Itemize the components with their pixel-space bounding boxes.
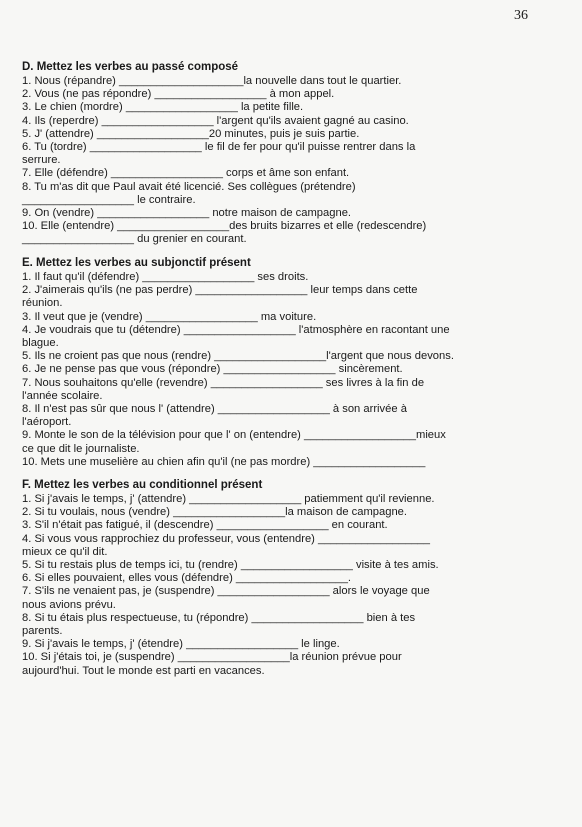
exercise-line: 9. Monte le son de la télévision pour que l' on (entendre) __________________mieux [22, 429, 446, 442]
exercise-line: aujourd'hui. Tout le monde est parti en vacances. [22, 664, 265, 677]
exercise-line: 8. Tu m'as dit que Paul avait été licencié. Ses collègues (prétendre) [22, 180, 356, 193]
exercise-line: l'aéroport. [22, 416, 72, 429]
exercise-line: 2. Vous (ne pas répondre) __________________ à mon appel. [22, 88, 335, 101]
exercise-section-e [22, 257, 500, 469]
exercise-line: 2. Si tu voulais, nous (vendre) __________________la maison de campagne. [22, 506, 407, 519]
section-title: D. Mettez les verbes au passé composé [22, 61, 239, 73]
exercise-line: 7. Nous souhaitons qu'elle (revendre) __________________ ses livres à la fin de [22, 376, 425, 389]
exercise-line: 1. Nous (répandre) ____________________la nouvelle dans tout le quartier. [22, 75, 402, 87]
exercise-line: mieux ce qu'il dit. [22, 545, 108, 558]
exercise-line: 8. Il n'est pas sûr que nous l' (attendre) __________________ à son arrivée à [22, 403, 407, 416]
section-title: E. Mettez les verbes au subjonctif présent [22, 257, 251, 269]
exercise-line: l'année scolaire. [22, 389, 103, 402]
exercise-line: 6. Je ne pense pas que vous (répondre) __________________ sincèrement. [22, 363, 403, 376]
exercise-line: serrure. [22, 154, 61, 167]
exercise-line: 3. Il veut que je (vendre) __________________ ma voiture. [22, 310, 317, 323]
exercise-line: parents. [22, 625, 63, 638]
section-title: F. Mettez les verbes au conditionnel présent [22, 479, 263, 491]
exercise-line: 7. S'ils ne venaient pas, je (suspendre) __________________ alors le voyage que [22, 585, 430, 598]
exercise-line: 2. J'aimerais qu'ils (ne pas perdre) __________________ leur temps dans cette [22, 284, 418, 297]
exercise-line: 3. S'il n'était pas fatigué, il (descendre) __________________ en courant. [22, 519, 388, 532]
exercise-line: 10. Si j'étais toi, je (suspendre) __________________la réunion prévue pour [22, 651, 402, 664]
exercise-line: 9. Si j'avais le temps, j' (étendre) __________________ le linge. [22, 638, 340, 651]
exercise-line: 1. Il faut qu'il (défendre) __________________ ses droits. [22, 271, 309, 283]
exercise-line: 7. Elle (défendre) __________________ corps et âme son enfant. [22, 167, 350, 180]
exercise-line: 9. On (vendre) __________________ notre maison de campagne. [22, 207, 352, 220]
exercise-section-d [22, 61, 500, 247]
exercise-line: 5. Ils ne croient pas que nous (rendre) __________________l'argent que nous devons. [22, 350, 454, 363]
exercise-line: __________________ du grenier en courant. [22, 233, 247, 246]
exercise-line: __________________ le contraire. [22, 193, 196, 206]
exercise-line: blague. [22, 337, 59, 350]
exercise-line: 5. Si tu restais plus de temps ici, tu (rendre) __________________ visite à tes amis. [22, 559, 439, 572]
exercise-line: 5. J' (attendre) __________________20 minutes, puis je suis partie. [22, 127, 360, 140]
exercise-line: 6. Si elles pouvaient, elles vous (défendre) __________________. [22, 572, 352, 585]
exercise-line: réunion. [22, 297, 63, 310]
exercise-line: 4. Ils (reperdre) __________________ l'argent qu'ils avaient gagné au casino. [22, 114, 409, 127]
exercise-line: 3. Le chien (mordre) __________________ la petite fille. [22, 101, 304, 114]
exercise-line: 10. Elle (entendre) __________________des bruits bizarres et elle (redescendre) [22, 220, 427, 233]
exercise-line: 1. Si j'avais le temps, j' (attendre) __________________ patiemment qu'il revienne. [22, 493, 435, 505]
exercise-line: ce que dit le journaliste. [22, 442, 140, 455]
exercise-line: nous avions prévu. [22, 598, 116, 611]
exercise-line: 10. Mets une muselière au chien afin qu'il (ne pas mordre) __________________ [22, 455, 426, 468]
exercise-line: 4. Je voudrais que tu (détendre) __________________ l'atmosphère en racontant une [22, 323, 450, 336]
page-number: 36 [514, 8, 528, 23]
exercise-section-f [22, 479, 500, 678]
exercise-line: 8. Si tu étais plus respectueuse, tu (répondre) __________________ bien à tes [22, 611, 416, 624]
exercise-line: 4. Si vous vous rapprochiez du professeur, vous (entendre) __________________ [22, 532, 431, 545]
exercise-line: 6. Tu (tordre) __________________ le fil de fer pour qu'il puisse rentrer dans la [22, 141, 416, 154]
